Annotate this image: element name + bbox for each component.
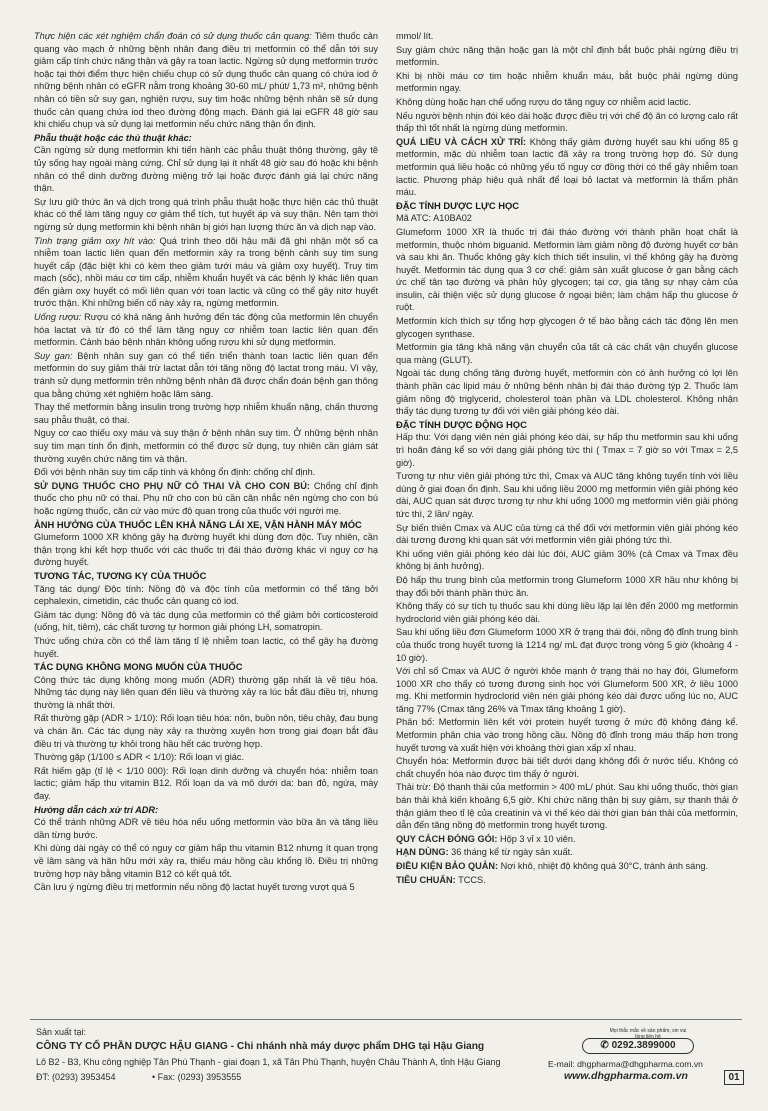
pk-text-7: Sau khi uống liều đơn Glumeform 1000 XR ở trạng thái đói, nồng độ đỉnh trung bình của thuốc trong huyết tương là 1214 ng/ mL đạt được trong vòng 5 giờ (khoảng 4 - 10 giờ). [396,627,738,663]
continuation-text: mmol/ lít. [396,31,434,41]
expiry-line [396,846,738,859]
surgery-text: Cần ngừng sử dụng metformin khi tiến hành các phẫu thuật thông thường, gây tê tủy sống hay ngoài màng cứng. Chỉ sử dụng lại ít nhất 48 giờ sau đó hoặc khi bệnh nhân có thể dinh dưỡng đường miệng trở lại hoặc được đánh giá lại chức năng thận. [34,145,378,194]
interactions-heading: TƯƠNG TÁC, TƯƠNG KỴ CỦA THUỐC [34,569,207,581]
pk-text-2: Tương tự như viên giải phóng tức thì, Cmax và AUC tăng không tuyến tính với liều dùng ở giai đoạn ổn định. Sau khi uống liều 2000 mg metformin viên giải phóng kéo dài, AUC quan sát được tương tự như khi uống 1000 mg metformin viên giải phóng tức thì, 2 lần/ ngày. [396,471,738,519]
pk-text-5: Độ hấp thu trung bình của metformin trong Glumeform 1000 XR hầu như không bị thay đổi bởi thành phần thức ăn. [396,574,738,598]
pk-text-3: Sự biến thiên Cmax và AUC của từng cá thể đối với metformin viên giải phóng kéo dài tương đương khi quan sát với metformin viên giải phóng tức thì. [396,522,738,546]
adverse-intro-text: Công thức tác dụng không mong muốn (ADR) thường gặp nhất là về tiêu hóa. Những tác dụng này liên quan đến liều và thường xảy ra lúc bắt đầu điều trị, nhưng thường là nhất thời. [34,674,378,710]
pharmacodynamics-text-4: Ngoài tác dụng chống tăng đường huyết, metformin còn có ảnh hưởng có lợi lên thành phần các lipid máu ở những bệnh nhân bị đái tháo đường týp 2. Thuốc làm giảm nồng độ triglycerid, cholesterol toàn phần và LDL cholesterol. Không nhận thấy tác dụng tương tự đối với viên giải phóng kéo dài. [396,368,738,417]
hotline-value: 0292.3899000 [611,1040,676,1051]
pk-text-4: Khi uống viên giải phóng kéo dài lúc đói, AUC giảm 30% (cả Cmax và Tmax đều không bị ảnh hưởng). [396,548,738,572]
interaction-alcohol-text: Thức uống chứa cồn có thể làm tăng tỉ lệ nhiễm toan lactic, có thể gây hạ đường huyết. [34,635,378,659]
standard-heading: TIÊU CHUẨN: [396,874,456,885]
expiry-heading: HẠN DÙNG: [396,847,449,858]
pregnancy-paragraph [34,480,378,518]
alcohol-text: Rượu có khả năng ảnh hưởng đến tác động của metformin lên chuyển hóa lactat và từ đó có thể làm tăng nguy cơ nhiễm toan lactic liên quan đến metformin. Cảnh báo bệnh nhân không uống rượu khi sử dụng metformin. [34,312,378,348]
page-number: 01 [724,1070,744,1085]
storage-line [396,860,738,873]
pharmacodynamics-heading: ĐẶC TÍNH DƯỢC LỰC HỌC [396,199,520,211]
hypoxia-paragraph [34,235,378,311]
interaction-increase-text: Tăng tác dụng/ Độc tính: Nồng độ và độc tính của metformin có thể tăng bởi cephalexin, cimetidin, các thuốc cản quang có iod. [34,583,378,607]
standard-line [396,874,738,887]
alcohol-limit-text: Không dùng hoặc hạn chế uống rượu do tăng nguy cơ nhiễm acid lactic. [396,96,692,107]
surgery-label: Phẫu thuật hoặc các thủ thuật khác: [34,132,192,143]
fasting-text: Nếu người bệnh nhịn đói kéo dài hoặc được điều trị với chế độ ăn có lượng calo rất thấp thì tốt nhất là ngừng dùng metformin. [396,110,738,134]
overdose-heading: QUÁ LIỀU VÀ CÁCH XỬ TRÍ: [396,136,527,147]
email-address: E-mail: dhgpharma@dhgpharma.com.vn [548,1059,703,1069]
liver-paragraph [34,350,378,400]
company-address: Lô B2 - B3, Khu công nghiệp Tân Phú Thạnh - giai đoạn 1, xã Tân Phú Thạnh, huyện Châu Thành A, tỉnh Hậu Giang [36,1057,501,1067]
adr-management-text-1: Có thể tránh những ADR về tiêu hóa nếu uống metformin vào bữa ăn và tăng liều dần từng bước. [34,817,378,840]
adr-management-text-2: Khi dùng dài ngày có thể có nguy cơ giảm hấp thu vitamin B12 nhưng ít quan trọng về lâm sàng và hãn hữu mới xảy ra, thiếu máu hồng cầu khổng lồ. Điều trị những trường hợp này bằng vitamin B12 có kết quả tốt. [34,843,378,879]
expiry-value: 36 tháng kể từ ngày sản xuất. [448,847,573,858]
hotline-number [582,1038,694,1054]
contrast-imaging-text: Tiêm thuốc cản quang vào mạch ở những bệnh nhân đang điều trị metformin có thể dẫn tới suy giảm cấp tính chức năng thận và gây ra toan lactic. Ngừng sử dụng metformin trước hoặc tại thời điểm thực hiện chiếu chụp có sử dụng thuốc cản quang có chứa iod ở những bệnh nhân có eGFR nằm trong khoảng 30-60 mL/ phút/ 1,73 m², những bệnh nhân có tiền sử suy gan, nghiện rượu, suy tim hoặc những bệnh nhân sẽ sử dụng thuốc cản quang chứa iod theo đường động mạch. Đánh giá lại eGFR 48 giờ sau khi chiếu chụp và sử dụng lại metformin nếu chức năng thận ổn định. [34,31,379,130]
pharmacodynamics-text-2: Metformin kích thích sự tổng hợp glycogen ở tế bào bằng cách tác động lên men glycogen synthase. [396,316,738,339]
overdose-text: Không thấy giảm đường huyết sau khi uống 85 g metformin, mặc dù nhiễm toan lactic đã xảy ra trong trường hợp đó. Sử dụng metformin quá liều hoặc có những yếu tố nguy cơ đồng thời có thể gây nhiễm toan lactic. Phương pháp hiệu quả nhất để loại bỏ lactat và metformin là thẩm phân máu. [396,136,738,198]
pk-elimination-text: Thải trừ: Độ thanh thải của metformin > 400 mL/ phút. Sau khi uống thuốc, thời gian bán thải khả kiến khoảng 6,5 giờ. Khi chức năng thận bị suy giảm, sự thanh thải ở thận giảm theo tỉ lệ của creatinin và vì thế kéo dài thời gian bán thải của metformin, dẫn đến tăng nồng độ metformin trong huyết tương. [396,782,738,831]
alcohol-paragraph [34,311,378,349]
adr-management-text-3: Cần lưu ý ngừng điều trị metformin nếu nồng độ lactat huyết tương vượt quá 5 [34,882,355,893]
pregnancy-text: Chống chỉ định thuốc cho phụ nữ có thai. Phụ nữ cho con bú cần cân nhắc nên ngừng cho con bú hoặc ngừng thuốc, căn cứ vào mức độ quan trọng của thuốc với người mẹ. [34,480,378,516]
renal-hepatic-text: Suy giảm chức năng thận hoặc gan là một chỉ định bắt buộc phải ngừng điều trị metformin. [396,44,738,68]
adverse-heading: TÁC DỤNG KHÔNG MONG MUỐN CỦA THUỐC [34,661,243,673]
pharmacokinetics-heading: ĐẶC TÍNH DƯỢC ĐỘNG HỌC [396,418,527,430]
adverse-very-rare-text: Rất hiếm gặp (tỉ lệ < 1/10 000): Rối loạn dinh dưỡng và chuyển hóa: nhiễm toan lactic; giảm hấp thu vitamin B12. Rối loạn da và mô dưới da: ban đỏ, ngứa, mày đay. [34,765,378,802]
adverse-very-common-text: Rất thường gặp (ADR > 1/10): Rối loạn tiêu hóa: nôn, buồn nôn, tiêu chảy, đau bụng và chán ăn. Các tác dụng này xảy ra thường xuyên hơn trong giai đoạn bắt đầu điều trị và thường tự khỏi trong hầu hết các trường hợp. [34,713,378,749]
phone-number: ĐT: (0293) 3953454 [36,1072,116,1082]
fax-number: • Fax: (0293) 3953555 [152,1072,242,1082]
packaging-heading: QUY CÁCH ĐÓNG GÓI: [396,833,498,844]
packaging-line [396,833,738,846]
pk-text-8: Với chỉ số Cmax và AUC ở người khỏe mạnh ở trạng thái no hay đói, Glumeform 1000 XR cho thấy có tương đương sinh học với Glumeform 500 XR, ở liều 1000 mg. Khi metformin hydroclorid viên nén giải phóng kéo dài được uống lúc no, AUC tăng 77% (Cmax tăng 26% và Tmax tăng khoảng 1 giờ). [396,666,738,714]
storage-heading: ĐIỀU KIỆN BẢO QUẢN: [396,861,499,871]
pk-absorption-text: Hấp thu: Với dạng viên nén giải phóng kéo dài, sự hấp thu metformin sau khi uống trì hoãn đáng kể so với dạng giải phóng tức thì ( Tmax = 7 giờ so với Tmax = 2,5 giờ). [396,432,738,468]
pregnancy-heading: SỬ DỤNG THUỐC CHO PHỤ NỮ CÓ THAI VÀ CHO CON BÚ: [34,480,310,491]
alcohol-label: Uống rượu: [34,312,82,323]
interaction-decrease-text: Giảm tác dụng: Nồng độ và tác dụng của metformin có thể giảm bởi corticosteroid (uống, hít, tiêm), các chất tương tự hormon giải phóng LH, somatropin. [34,609,378,633]
acute-heart-failure-text: Đối với bệnh nhân suy tim cấp tính và không ổn định: chống chỉ định. [34,467,316,478]
hypoxia-text: Quá trình theo dõi hậu mãi đã ghi nhận một số ca nhiễm toan lactic liên quan đến metformin xảy ra trong bệnh cảnh suy tim sung huyết cấp (đặc biệt khi có kèm theo giảm tưới máu và giảm oxy huyết). Truy tim mạch (sốc), nhồi máu cơ tim cấp, nhiễm khuẩn huyết và các bệnh lý khác liên quan đến giảm oxy huyết có mối liên quan với toan lactic và cũng có thể gây nitơ huyết trước thận. Khi những biến cố này xảy ra, ngừng metformin. [34,235,379,309]
company-name: CÔNG TY CỔ PHẦN DƯỢC HẬU GIANG - Chi nhánh nhà máy dược phẩm DHG tại Hậu Giang [36,1041,485,1052]
overdose-paragraph [396,136,738,199]
driving-text: Glumeform 1000 XR không gây hạ đường huyết khi dùng đơn độc. Tuy nhiên, cần thận trọng khi kết hợp thuốc với các thuốc trị đái tháo đường khác vì nguy cơ hạ đường huyết. [34,532,378,568]
liver-text: Bệnh nhân suy gan có thể tiến triển thành toan lactic liên quan đến metformin do suy giảm thải trừ lactat dẫn tới tăng nồng độ lactat trong máu. Vì vậy, tránh sử dụng metformin trên những bệnh nhân đã được chẩn đoán bệnh gan thông qua bằng chứng xét nghiệm hoặc lâm sàng. [34,350,379,399]
standard-value: TCCS. [455,874,486,885]
storage-value: Nơi khô, nhiệt độ không quá 30°C, tránh ánh sáng. [498,861,709,871]
pharmacodynamics-text-1: Glumeform 1000 XR là thuốc trị đái tháo đường với thành phần hoạt chất là metformin, thuộc nhóm biguanid. Metformin làm giảm nồng độ đường huyết cơ bản và sau khi ăn. Thuốc không gây kích thích tiết insulin, vì thế không gây hạ đường huyết. Metformin tác dụng qua 3 cơ chế: giảm sản xuất glucose ở gan bằng cách ức chế tân tạo đường và phân hủy glycogen; tại cơ, gia tăng sự nhạy cảm của insulin, cải thiện việc sử dụng glucose ở ngoại biên; làm chậm hấp thu glucose ở ruột. [396,226,738,313]
hotline-note: Mọi thắc mắc về sản phẩm, xin vui lòng liên hệ [609,1028,687,1040]
website: www.dhgpharma.com.vn [564,1070,688,1082]
atc-code: Mã ATC: A10BA02 [396,213,472,224]
liver-label: Suy gan: [34,350,73,361]
phone-icon: ✆ [600,1040,612,1051]
pk-text-6: Không thấy có sự tích tụ thuốc sau khi dùng liều lặp lại lên đến 2000 mg metformin hydroclorid viên giải phóng kéo dài. [396,601,738,624]
footer-divider [30,1019,742,1020]
packaging-value: Hộp 3 vỉ x 10 viên. [497,833,576,844]
pharmacodynamics-text-3: Metformin gia tăng khả năng vận chuyển của tất cả các chất vận chuyển glucose qua màng (GLUT). [396,342,738,365]
pk-distribution-text: Phân bố: Metformin liên kết với protein huyết tương ở mức độ không đáng kể. Metformin phân chia vào trong hồng cầu. Nồng độ đỉnh trong máu thấp hơn trong huyết tương và xuất hiện với khoảng thời gian xấp xỉ nhau. [396,717,738,753]
contrast-imaging-label: Thực hiện các xét nghiệm chẩn đoán có sử dụng thuốc cản quang: [34,31,312,41]
infarction-text: Khi bị nhồi máu cơ tim hoặc nhiễm khuẩn máu, bắt buộc phải ngừng dùng metformin ngay. [396,70,738,94]
hotline-box [578,1028,696,1054]
pk-metabolism-text: Chuyển hóa: Metformin được bài tiết dưới dạng không đổi ở nước tiểu. Không có chất chuyển hóa nào được tìm thấy ở người. [396,756,738,779]
adr-management-heading: Hướng dẫn cách xử trí ADR: [34,804,159,815]
driving-heading: ẢNH HƯỞNG CỦA THUỐC LÊN KHẢ NĂNG LÁI XE, VẬN HÀNH MÁY MÓC [34,518,362,530]
hypoxia-label: Tình trạng giảm oxy hít vào: [34,235,156,246]
right-column [396,30,738,887]
adverse-common-text: Thường gặp (1/100 ≤ ADR < 1/10): Rối loạn vị giác. [34,752,245,763]
contrast-imaging-paragraph [34,30,378,131]
insulin-replace-text: Thay thế metformin bằng insulin trong trường hợp nhiễm khuẩn nặng, chấn thương sau phẫu thuật, có thai. [34,402,378,425]
left-column [34,30,378,895]
heart-failure-text: Nguy cơ cao thiếu oxy máu và suy thận ở bệnh nhân suy tim. Ở những bệnh nhân suy tim mạn tính ổn định, metformin có thể được sử dụng, tuy nhiên cần giám sát thường xuyên chức năng tim và thận. [34,428,378,464]
manufactured-at-label: Sản xuất tại: [36,1027,87,1037]
fluid-retention-text: Sự lưu giữ thức ăn và dịch trong quá trình phẫu thuật hoặc thực hiện các thủ thuật khác có thể làm tăng nguy cơ giảm thể tích, tụt huyết áp và suy thận. Nên tạm thời ngừng sử dụng metformin khi bệnh nhân bị giới hạn lượng thức ăn và dịch nạp vào. [34,196,378,232]
